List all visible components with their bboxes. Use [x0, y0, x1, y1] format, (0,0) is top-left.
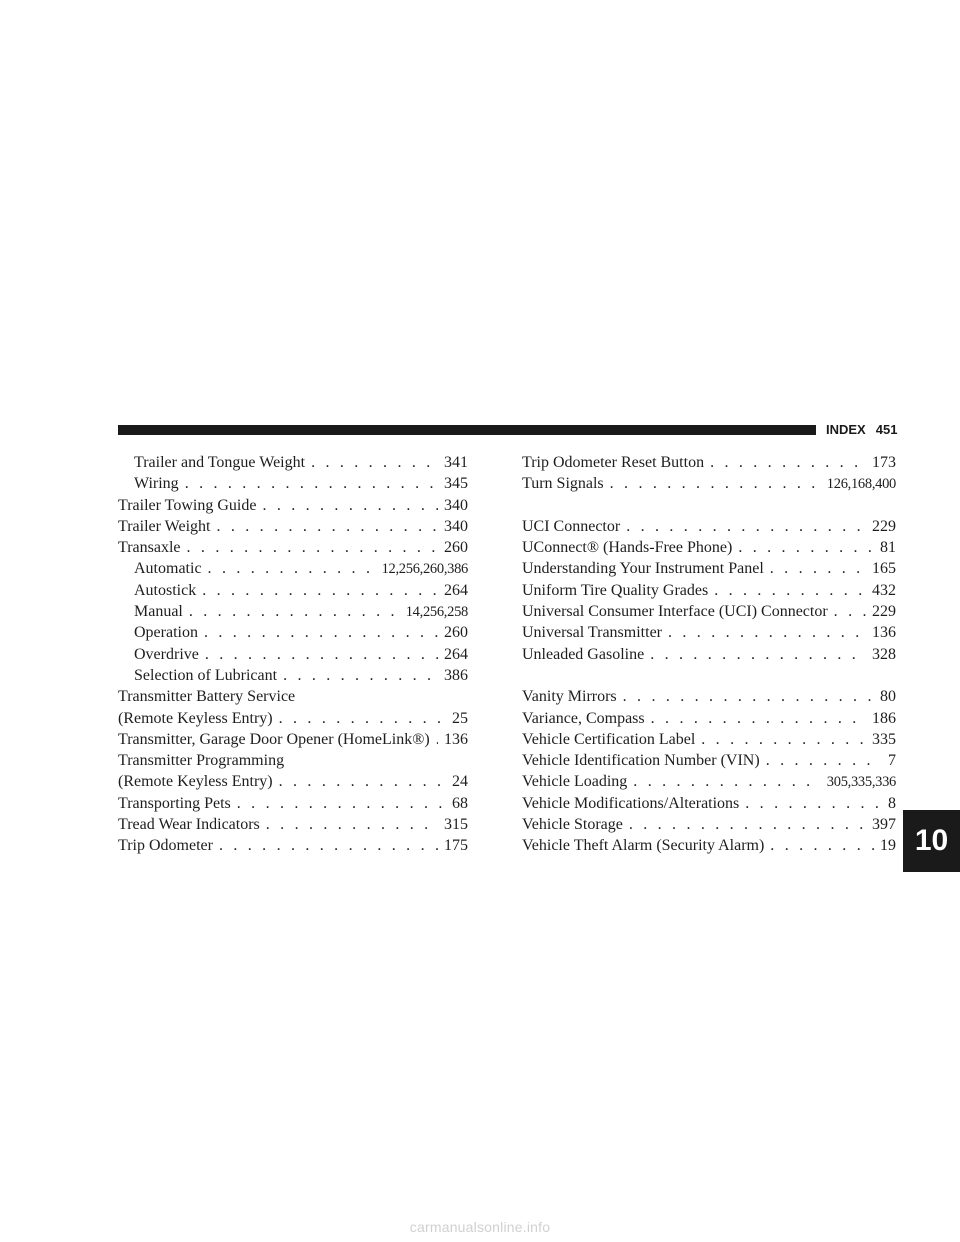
index-entry: [118, 814, 468, 835]
dot-leader: [668, 622, 866, 643]
dot-leader: [202, 580, 438, 601]
index-page-reference: 14,256,258: [405, 604, 468, 621]
index-term: Trailer Towing Guide: [118, 496, 257, 514]
index-entry: [522, 708, 896, 729]
index-term: Vehicle Loading: [522, 773, 628, 791]
index-term: Universal Transmitter: [522, 624, 662, 642]
index-page-reference: 80: [880, 688, 896, 706]
index-page-reference: 229: [872, 517, 896, 535]
index-term: Turn Signals: [522, 475, 604, 493]
index-term: Vehicle Theft Alarm (Security Alarm): [522, 837, 765, 855]
dot-leader: [436, 729, 438, 750]
dot-leader: [204, 622, 438, 643]
index-page-reference: 165: [872, 560, 896, 578]
index-term: Trailer and Tongue Weight: [134, 454, 306, 471]
index-term: Wiring: [134, 475, 179, 493]
dot-leader: [633, 771, 821, 792]
index-term: Uniform Tire Quality Grades: [522, 581, 709, 599]
watermark: carmanualsonline.info: [409, 1219, 551, 1235]
index-entry: [118, 686, 468, 707]
index-entry: [118, 558, 468, 579]
dot-leader: [834, 601, 866, 622]
index-page-reference: 315: [444, 816, 468, 834]
index-page-reference: 126,168,400: [826, 476, 896, 493]
index-entry: [522, 473, 896, 494]
index-term: (Remote Keyless Entry): [118, 709, 273, 727]
index-entry: [522, 644, 896, 665]
dot-leader: [262, 495, 438, 516]
index-page-reference: 24: [452, 773, 468, 791]
dot-leader: [208, 558, 376, 579]
index-page-reference: 173: [872, 454, 896, 471]
index-term: Trip Odometer Reset Button: [522, 454, 705, 471]
index-page-reference: 328: [872, 645, 896, 663]
index-entry: [522, 452, 896, 473]
index-term: Vehicle Certification Label: [522, 730, 696, 748]
index-term: Vehicle Identification Number (VIN): [522, 752, 760, 770]
running-header: [826, 421, 897, 439]
index-column-left: [118, 452, 468, 857]
index-entry: [522, 771, 896, 792]
dot-leader: [714, 580, 866, 601]
dot-leader: [189, 601, 400, 622]
index-page-reference: 229: [872, 603, 896, 621]
index-entry: [522, 729, 896, 750]
dot-leader: [626, 516, 866, 537]
index-term: Transmitter, Garage Door Opener (HomeLink®): [118, 730, 430, 748]
index-entry: [118, 793, 468, 814]
index-term: Transporting Pets: [118, 794, 231, 812]
dot-leader: [311, 452, 438, 473]
index-term: Transmitter Battery Service: [118, 688, 296, 706]
index-entry: [118, 473, 468, 494]
index-page-reference: 260: [444, 539, 468, 557]
index-term: Variance, Compass: [522, 709, 645, 727]
index-page-reference: 175: [444, 837, 468, 855]
index-page-reference: 260: [444, 624, 468, 642]
index-page-reference: 264: [444, 581, 468, 599]
index-entry: [522, 686, 896, 707]
index-term: Understanding Your Instrument Panel: [522, 560, 764, 578]
index-term: UConnect® (Hands-Free Phone): [522, 539, 733, 557]
dot-leader: [279, 708, 446, 729]
header-rule: [118, 425, 816, 435]
index-term: Universal Consumer Interface (UCI) Connector: [522, 603, 828, 621]
index-page-reference: 68: [452, 794, 468, 812]
dot-leader: [651, 708, 866, 729]
index-page-reference: 264: [444, 645, 468, 663]
dot-leader: [745, 793, 882, 814]
index-entry: [118, 665, 468, 686]
index-term: Transmitter Programming: [118, 752, 285, 770]
index-term: UCI Connector: [522, 517, 621, 535]
index-term: Selection of Lubricant: [134, 666, 278, 684]
dot-leader: [279, 771, 446, 792]
index-entry: [522, 516, 896, 537]
index-page-reference: 136: [872, 624, 896, 642]
dot-leader: [216, 516, 438, 537]
dot-leader: [187, 537, 438, 558]
dot-leader: [266, 814, 438, 835]
dot-leader: [185, 473, 438, 494]
index-term: Overdrive: [134, 645, 199, 663]
index-term: Tread Wear Indicators: [118, 816, 260, 834]
dot-leader: [650, 644, 866, 665]
index-entry: [522, 750, 896, 771]
index-term: Trailer Weight: [118, 517, 211, 535]
dot-leader: [283, 665, 438, 686]
index-entry: [522, 601, 896, 622]
index-entry: [118, 835, 468, 856]
index-entry: [118, 644, 468, 665]
index-entry: [118, 601, 468, 622]
index-entry: [118, 516, 468, 537]
index-page-reference: 340: [444, 496, 468, 514]
index-term: Vanity Mirrors: [522, 688, 617, 706]
index-page-reference: 7: [888, 752, 896, 770]
index-page-reference: 19: [880, 837, 896, 855]
dot-leader: [623, 686, 874, 707]
dot-leader: [738, 537, 874, 558]
index-entry: [118, 771, 468, 792]
index-entry: [118, 537, 468, 558]
index-entry: [522, 835, 896, 856]
index-page-reference: 305,335,336: [826, 774, 896, 791]
index-entry: [118, 452, 468, 473]
index-term: Manual: [134, 603, 183, 621]
header-page-number: 451: [875, 422, 898, 437]
index-entry: [522, 558, 896, 579]
index-page-reference: 345: [444, 475, 468, 493]
index-term: Autostick: [134, 581, 197, 599]
index-page-reference: 25: [452, 709, 468, 727]
index-page-reference: 386: [444, 666, 468, 684]
index-term: Vehicle Modifications/Alterations: [522, 794, 740, 812]
dot-leader: [710, 452, 866, 473]
dot-leader: [219, 835, 438, 856]
index-term: Operation: [134, 624, 198, 642]
index-term: (Remote Keyless Entry): [118, 773, 273, 791]
index-page-reference: 335: [872, 730, 896, 748]
index-page-reference: 341: [444, 454, 468, 471]
index-page-reference: 136: [444, 730, 468, 748]
index-entry: [118, 750, 468, 771]
index-page-reference: 81: [880, 539, 896, 557]
chapter-tab: 10: [903, 810, 960, 872]
index-entry: [118, 708, 468, 729]
index-page-reference: 8: [888, 794, 896, 812]
index-entry: [118, 622, 468, 643]
index-entry: [522, 793, 896, 814]
dot-leader: [629, 814, 866, 835]
dot-leader: [237, 793, 446, 814]
index-entry: [522, 537, 896, 558]
dot-leader: [770, 558, 866, 579]
index-column-right: [522, 452, 896, 857]
index-entry: [522, 580, 896, 601]
index-term: Unleaded Gasoline: [522, 645, 645, 663]
index-page-reference: 186: [872, 709, 896, 727]
index-page-reference: 432: [872, 581, 896, 599]
index-entry: [118, 495, 468, 516]
dot-leader: [766, 750, 882, 771]
dot-leader: [205, 644, 438, 665]
index-term: Automatic: [134, 560, 202, 578]
index-term: Vehicle Storage: [522, 816, 623, 834]
dot-leader: [610, 473, 821, 494]
index-page-reference: 397: [872, 816, 896, 834]
index-term: Trip Odometer: [118, 837, 213, 855]
index-entry: [118, 580, 468, 601]
index-page-reference: 340: [444, 517, 468, 535]
dot-leader: [770, 835, 874, 856]
index-term: Transaxle: [118, 539, 181, 557]
index-entry: [522, 622, 896, 643]
index-entry: [522, 814, 896, 835]
header-title: INDEX: [826, 422, 866, 437]
dot-leader: [701, 729, 866, 750]
index-entry: [118, 729, 468, 750]
index-page-reference: 12,256,260,386: [381, 561, 468, 578]
